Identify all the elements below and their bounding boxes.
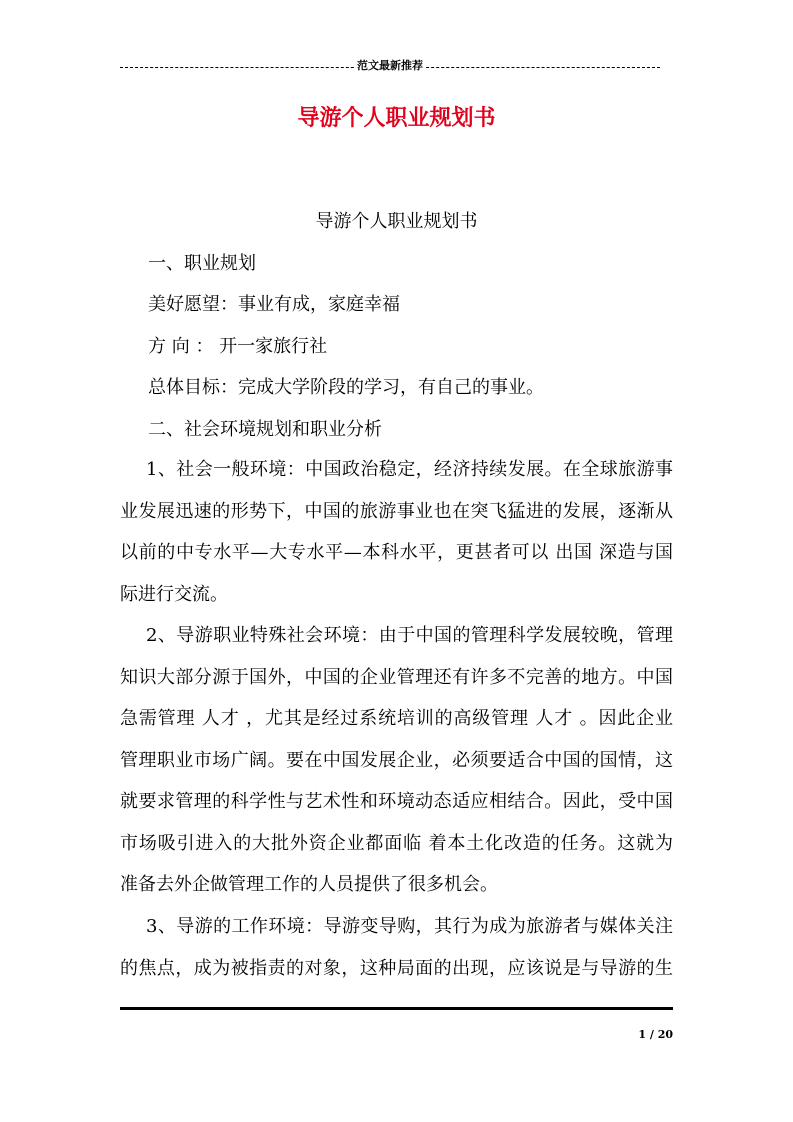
paragraph-line: 就要求管理的科学性与艺术性和环境动态适应相结合。因此，受中国 xyxy=(120,791,673,812)
direction-line: 方 向 ： 开一家旅行社 xyxy=(148,336,328,357)
page-number: 1 / 20 xyxy=(638,1028,673,1041)
document-title: 导游个人职业规划书 xyxy=(315,211,478,232)
page-header xyxy=(120,58,660,74)
paragraph-line: 1、社会一般环境：中国政治稳定，经济持续发展。在全球旅游事 xyxy=(146,459,673,480)
paragraph-line: 市场吸引进入的大批外资企业都面临 着本土化改造的任务。这就为 xyxy=(120,832,673,854)
wish-line: 美好愿望：事业有成，家庭幸福 xyxy=(148,294,400,315)
footer-rule xyxy=(120,1007,673,1010)
paragraph-line: 以前的中专水平—大专水平—本科水平，更甚者可以 出国 深造与国 xyxy=(120,542,673,563)
paragraph-line: 业发展迅速的形势下，中国的旅游事业也在突飞猛进的发展，逐渐从 xyxy=(120,500,673,522)
paragraph-social-environment xyxy=(120,449,673,615)
paragraph-line: 准备去外企做管理工作的人员提供了很多机会。 xyxy=(120,874,498,895)
paragraph-guide-environment xyxy=(120,615,673,906)
header-label: 范文最新推荐 xyxy=(357,59,423,72)
paragraph-line: 2、导游职业特殊社会环境：由于中国的管理科学发展较晚，管理 xyxy=(146,625,673,646)
paragraph-line: 知识大部分源于国外，中国的企业管理还有许多不完善的地方。中国 xyxy=(120,666,673,688)
overall-goal-line: 总体目标：完成大学阶段的学习，有自己的事业。 xyxy=(148,377,544,398)
paragraph-line: 际进行交流。 xyxy=(120,583,228,605)
paragraph-line: 急需管理 人才 ，尤其是经过系统培训的高级管理 人才 。因此企业 xyxy=(120,708,673,729)
paragraph-work-environment xyxy=(120,906,673,989)
paragraph-line: 管理职业市场广阔。要在中国发展企业，必须要适合中国的国情，这 xyxy=(120,749,673,771)
main-title: 导游个人职业规划书 xyxy=(297,105,496,131)
paragraph-line: 3、导游的工作环境：导游变导购，其行为成为旅游者与媒体关注 xyxy=(146,916,673,937)
paragraph-line: 的焦点，成为被指责的对象，这种局面的出现，应该说是与导游的生 xyxy=(120,957,673,979)
section-environment-analysis: 二、社会环境规划和职业分析 xyxy=(148,419,382,440)
section-career-plan: 一、职业规划 xyxy=(148,253,256,274)
